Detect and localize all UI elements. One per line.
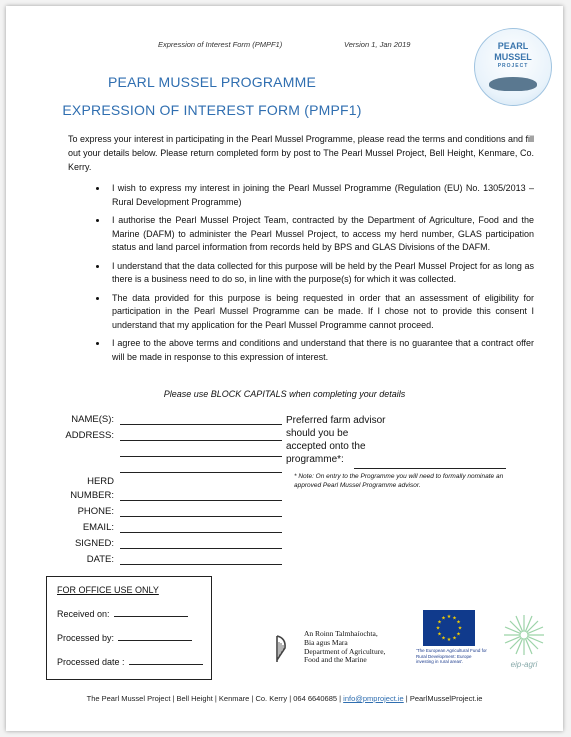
eip-agri-logo-icon [500,611,548,659]
logo-text-project: PROJECT [497,63,529,69]
harp-icon [274,634,288,664]
term-item: • I agree to the above terms and conditions and understand that there is no guarantee that a contract offer will be made in response to this expression of interest. [108,337,534,364]
address-label: ADDRESS: [65,430,114,441]
advisor-note: * Note: On entry to the Programme you will need to formally nominate an approved Pearl Mussel Programme advisor. [294,473,504,489]
term-item: • I understand that the data collected for this purpose will be held by the Pearl Mussel Project for as long as there is a business need to do so, in line with the purpose(s) for which it was collected. [108,260,534,287]
form-title: EXPRESSION OF INTEREST FORM (PMPF1) [62,102,362,118]
svg-text:★: ★ [457,625,463,632]
intro-paragraph: To express your interest in participating in the Pearl Mussel Programme, please read the terms and conditions and fill out your details below. Please return completed form by post to The Pearl Mussel Project, Bell Height, Kenmare, Co. Kerry. [68,134,534,172]
dept-line-irish-1: An Roinn Talmhaíochta, [304,629,378,638]
term-item: • I authorise the Pearl Mussel Project Team, contracted by the Department of Agriculture, Food and the Marine (DAFM) to administer the Pearl Mussel Project, to access my herd number, GLAS participation status and land parcel information from records held by BPS and GLAS Divisions of the DAFM. [108,214,534,255]
footer-address: The Pearl Mussel Project | Bell Height | Kenmare | Co. Kerry | 064 6640685 | [86,694,344,703]
advisor-label: Preferred farm advisor should you be accepted onto the programme*: [286,415,386,465]
address-field-line-1[interactable] [120,440,282,441]
signed-label: SIGNED: [74,538,114,549]
eu-fund-caption: 'The European Agricultural Fund for Rural Development: Europe investing in rural areas'. [416,648,487,664]
svg-text:★: ★ [441,635,446,642]
header-version: Version 1, Jan 2019 [344,40,411,49]
signature-field[interactable] [120,548,282,549]
email-label: EMAIL: [82,522,114,533]
dept-line-english-2: Food and the Marine [304,655,367,665]
processed-date-field[interactable] [129,655,203,665]
footer [6,694,563,703]
block-capitals-note: Please use BLOCK CAPITALS when completing your details [163,389,406,399]
received-on-field[interactable] [114,607,188,617]
terms-list [68,182,534,369]
dept-line-irish-2: Bia agus Mara [304,637,348,647]
eu-flag-icon [423,610,475,646]
department-logo-text [304,630,385,665]
logo-text-pearl: PEARL [497,41,529,51]
date-field[interactable] [120,564,282,565]
svg-text:★: ★ [456,631,461,638]
svg-text:★: ★ [437,619,442,626]
address-field-line-3[interactable] [120,472,282,473]
advisor-field[interactable] [354,468,506,469]
term-item: • I wish to express my interest in joining the Pearl Mussel Programme (Regulation (EU) No. 1305/2013 – Rural Development Programme) [108,182,534,209]
svg-text:★: ★ [456,619,461,626]
received-on-row [57,607,188,619]
herd-number-field[interactable] [120,500,282,501]
mussel-shell-icon [489,77,537,91]
office-use-title: FOR OFFICE USE ONLY [57,585,159,595]
processed-by-label: Processed by: [57,633,115,643]
office-use-box [46,576,212,680]
svg-text:★: ★ [441,615,446,622]
processed-date-row [57,655,203,667]
name-field[interactable] [120,424,282,425]
herd-number-label: NUMBER: [70,490,114,501]
processed-by-row [57,631,192,643]
processed-by-field[interactable] [118,631,192,641]
logo-text-mussel: MUSSEL [494,52,532,62]
processed-date-label: Processed date : [57,657,125,667]
svg-text:★: ★ [452,615,457,622]
address-field-line-2[interactable] [120,456,282,457]
name-label: NAME(S): [71,414,114,425]
pearl-mussel-project-logo [474,28,552,106]
header-form-name: Expression of Interest Form (PMPF1) [158,40,283,49]
eip-agri-label: eip-agri [510,660,538,669]
svg-text:★: ★ [446,614,452,620]
svg-text:★: ★ [452,635,457,642]
email-field[interactable] [120,532,282,533]
herd-label: HERD [87,476,114,487]
svg-text:★: ★ [437,631,442,638]
svg-text:★: ★ [446,637,452,643]
phone-field[interactable] [120,516,282,517]
phone-label: PHONE: [77,506,114,517]
term-item: • The data provided for this purpose is being requested in order that an assessment of eligibility for participation in the Pearl Mussel Programme can be made. If I chose not to provide this consent I understand that my application for the Pearl Mussel Programme cannot proceed. [108,292,534,333]
footer-website: | PearlMusselProject.ie [403,694,483,703]
dept-line-english-1: Department of Agriculture, [304,646,386,656]
svg-text:★: ★ [435,625,441,632]
document-page [6,6,563,731]
date-label: DATE: [86,554,114,565]
received-on-label: Received on: [57,609,110,619]
footer-email-link[interactable]: info@pmproject.ie [343,694,404,703]
programme-title: PEARL MUSSEL PROGRAMME [108,74,316,90]
